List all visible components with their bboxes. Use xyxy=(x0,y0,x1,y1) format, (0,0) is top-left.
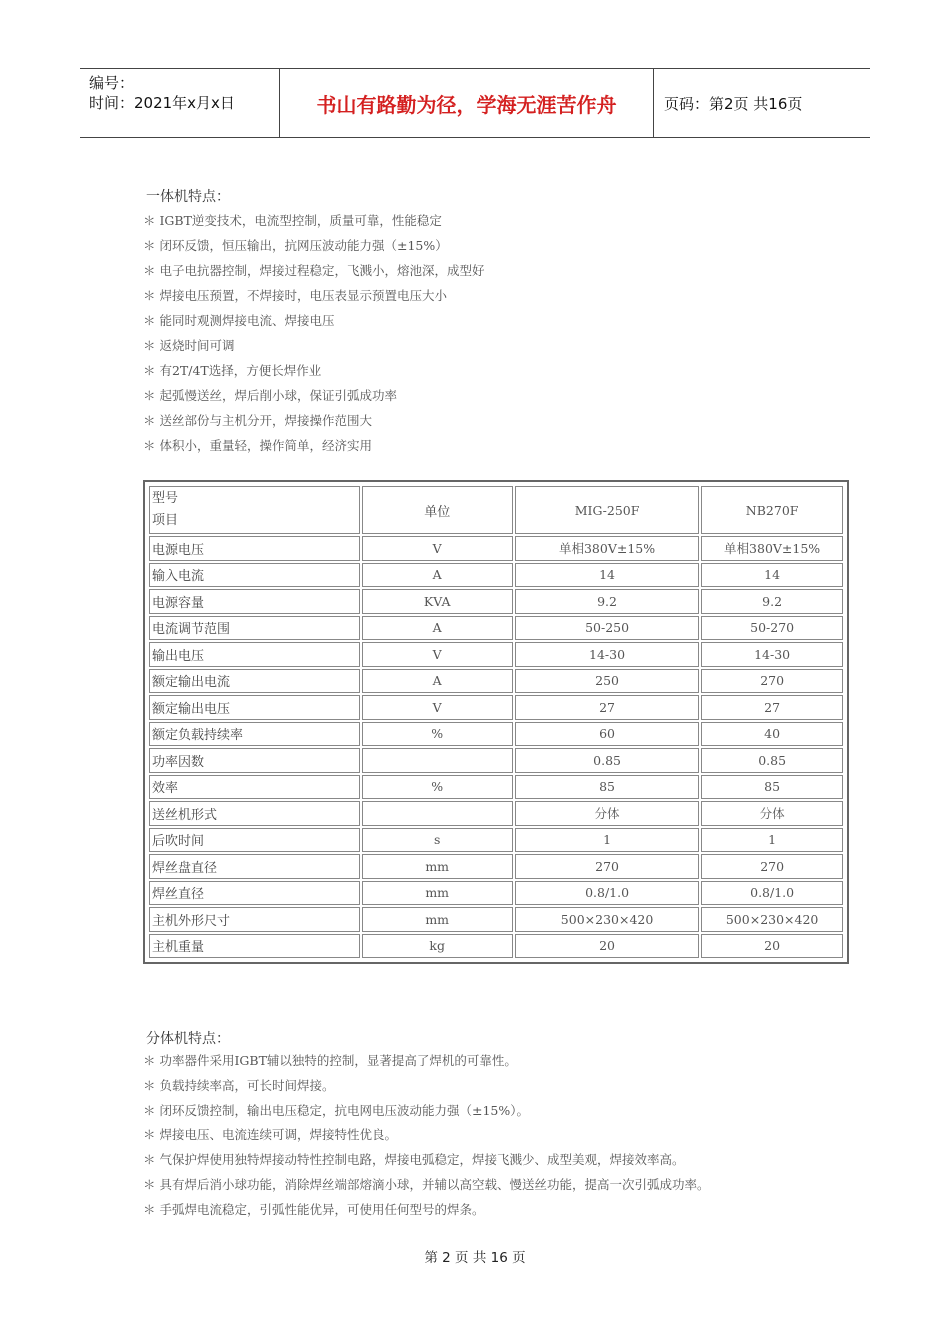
table-row xyxy=(149,881,843,906)
list-item: ＊ 闭环反馈控制，输出电压稳定，抗电网电压波动能力强（±15%）。 xyxy=(143,1102,529,1118)
row-nb270f-cell: 27 xyxy=(701,695,843,720)
header-motto: 书山有路勤为径，学海无涯苦作舟 xyxy=(280,69,654,137)
row-nb270f-cell: 0.85 xyxy=(701,748,843,773)
row-unit-cell: V xyxy=(362,642,513,667)
row-unit-cell: KVA xyxy=(362,589,513,614)
row-unit-cell: V xyxy=(362,536,513,561)
row-unit-cell: mm xyxy=(362,907,513,932)
row-unit-cell: V xyxy=(362,695,513,720)
table-row xyxy=(149,536,843,561)
row-mig250f-cell: 85 xyxy=(515,775,699,800)
list-item: ＊ 体积小，重量轻，操作简单，经济实用 xyxy=(143,438,372,453)
row-mig250f-cell: 250 xyxy=(515,669,699,694)
row-mig250f-cell: 270 xyxy=(515,854,699,879)
list-item: ＊ 送丝部份与主机分开，焊接操作范围大 xyxy=(143,413,372,428)
list-item: ＊ IGBT逆变技术，电流型控制，质量可靠，性能稳定 xyxy=(143,213,442,228)
list-item: ＊ 电子电抗器控制，焊接过程稳定，飞溅小，熔池深，成型好 xyxy=(143,263,485,278)
list-item: ＊ 闭环反馈，恒压输出，抗网压波动能力强（±15%） xyxy=(143,238,448,253)
row-item-cell: 电源电压 xyxy=(149,536,360,561)
page-footer: 第 2 页 共 16 页 xyxy=(424,1250,526,1266)
row-unit-cell xyxy=(362,801,513,826)
list-item: ＊ 手弧焊电流稳定，引弧性能优异，可使用任何型号的焊条。 xyxy=(143,1201,485,1217)
table-row xyxy=(149,748,843,773)
row-nb270f-cell: 14 xyxy=(701,563,843,588)
row-item-cell: 额定负载持续率 xyxy=(149,722,360,747)
table-row xyxy=(149,854,843,879)
section1-list xyxy=(143,208,484,458)
row-nb270f-cell: 分体 xyxy=(701,801,843,826)
list-item: ＊ 返烧时间可调 xyxy=(143,338,235,353)
row-mig250f-cell: 500×230×420 xyxy=(515,907,699,932)
row-nb270f-cell: 单相380V±15% xyxy=(701,536,843,561)
table-row xyxy=(149,775,843,800)
row-mig250f-cell: 1 xyxy=(515,828,699,853)
row-item-cell: 主机重量 xyxy=(149,934,360,959)
table-row xyxy=(149,828,843,853)
spec-table xyxy=(147,484,845,960)
row-mig250f-cell: 50-250 xyxy=(515,616,699,641)
header-meta xyxy=(80,69,280,137)
row-unit-cell: mm xyxy=(362,854,513,879)
row-nb270f-cell: 500×230×420 xyxy=(701,907,843,932)
row-mig250f-cell: 14-30 xyxy=(515,642,699,667)
table-row xyxy=(149,695,843,720)
row-item-cell: 输出电压 xyxy=(149,642,360,667)
row-item-cell: 额定输出电流 xyxy=(149,669,360,694)
spec-table-frame xyxy=(143,480,849,964)
row-unit-cell: A xyxy=(362,669,513,694)
row-mig250f-cell: 20 xyxy=(515,934,699,959)
row-unit-cell: % xyxy=(362,722,513,747)
row-nb270f-cell: 270 xyxy=(701,669,843,694)
row-unit-cell: % xyxy=(362,775,513,800)
row-item-cell: 后吹时间 xyxy=(149,828,360,853)
table-row xyxy=(149,801,843,826)
row-nb270f-cell: 85 xyxy=(701,775,843,800)
row-nb270f-cell: 20 xyxy=(701,934,843,959)
page-header xyxy=(80,68,870,138)
header-item-label: 项目 xyxy=(152,513,179,528)
row-item-cell: 主机外形尺寸 xyxy=(149,907,360,932)
table-row xyxy=(149,589,843,614)
list-item: ＊ 负载持续率高，可长时间焊接。 xyxy=(143,1077,335,1093)
row-mig250f-cell: 分体 xyxy=(515,801,699,826)
row-unit-cell: A xyxy=(362,616,513,641)
list-item: ＊ 焊接电压、电流连续可调，焊接特性优良。 xyxy=(143,1127,397,1143)
row-item-cell: 输入电流 xyxy=(149,563,360,588)
table-row xyxy=(149,563,843,588)
row-unit-cell: mm xyxy=(362,881,513,906)
row-mig250f-cell: 0.85 xyxy=(515,748,699,773)
row-nb270f-cell: 50-270 xyxy=(701,616,843,641)
row-item-cell: 焊丝直径 xyxy=(149,881,360,906)
row-nb270f-cell: 0.8/1.0 xyxy=(701,881,843,906)
row-nb270f-cell: 9.2 xyxy=(701,589,843,614)
row-mig250f-cell: 27 xyxy=(515,695,699,720)
row-mig250f-cell: 14 xyxy=(515,563,699,588)
row-item-cell: 额定输出电压 xyxy=(149,695,360,720)
row-item-cell: 功率因数 xyxy=(149,748,360,773)
row-mig250f-cell: 0.8/1.0 xyxy=(515,881,699,906)
table-row xyxy=(149,722,843,747)
list-item: ＊ 能同时观测焊接电流、焊接电压 xyxy=(143,313,335,328)
header-col-nb270f: NB270F xyxy=(701,486,843,534)
row-item-cell: 送丝机形式 xyxy=(149,801,360,826)
row-mig250f-cell: 9.2 xyxy=(515,589,699,614)
row-nb270f-cell: 14-30 xyxy=(701,642,843,667)
row-unit-cell xyxy=(362,748,513,773)
list-item: ＊ 气保护焊使用独特焊接动特性控制电路，焊接电弧稳定，焊接飞溅少、成型美观，焊接效率高。 xyxy=(143,1152,685,1168)
row-item-cell: 电流调节范围 xyxy=(149,616,360,641)
list-item: ＊ 焊接电压预置，不焊接时，电压表显示预置电压大小 xyxy=(143,288,447,303)
list-item: ＊ 有2T/4T选择，方便长焊作业 xyxy=(143,363,322,378)
row-unit-cell: kg xyxy=(362,934,513,959)
header-model-item-cell xyxy=(149,486,360,534)
row-unit-cell: s xyxy=(362,828,513,853)
section1-title: 一体机特点： xyxy=(146,189,230,205)
list-item: ＊ 功率器件采用IGBT辅以独特的控制，显著提高了焊机的可靠性。 xyxy=(143,1053,517,1068)
row-item-cell: 焊丝盘直径 xyxy=(149,854,360,879)
row-nb270f-cell: 270 xyxy=(701,854,843,879)
row-unit-cell: A xyxy=(362,563,513,588)
header-page-info: 页码：第2页 共16页 xyxy=(664,94,803,113)
row-nb270f-cell: 1 xyxy=(701,828,843,853)
header-model-label: 型号 xyxy=(152,491,179,506)
table-row xyxy=(149,616,843,641)
row-item-cell: 效率 xyxy=(149,775,360,800)
section2-title: 分体机特点： xyxy=(146,1031,230,1047)
time-label: 时间：2021年x月x日 xyxy=(89,94,235,112)
table-row xyxy=(149,669,843,694)
table-row xyxy=(149,642,843,667)
row-mig250f-cell: 60 xyxy=(515,722,699,747)
list-item: ＊ 起弧慢送丝，焊后削小球，保证引弧成功率 xyxy=(143,388,397,403)
header-col-mig250f: MIG-250F xyxy=(515,486,699,534)
row-mig250f-cell: 单相380V±15% xyxy=(515,536,699,561)
table-row xyxy=(149,934,843,959)
row-item-cell: 电源容量 xyxy=(149,589,360,614)
list-item: ＊ 具有焊后消小球功能，消除焊丝端部熔滴小球，并辅以高空载、慢送丝功能，提高一次引弧成功率。 xyxy=(143,1176,710,1192)
table-row xyxy=(149,907,843,932)
section2-list xyxy=(143,1049,709,1223)
table-header-row xyxy=(149,486,843,534)
header-unit: 单位 xyxy=(362,486,513,534)
serial-label: 编号： xyxy=(89,74,135,92)
row-nb270f-cell: 40 xyxy=(701,722,843,747)
